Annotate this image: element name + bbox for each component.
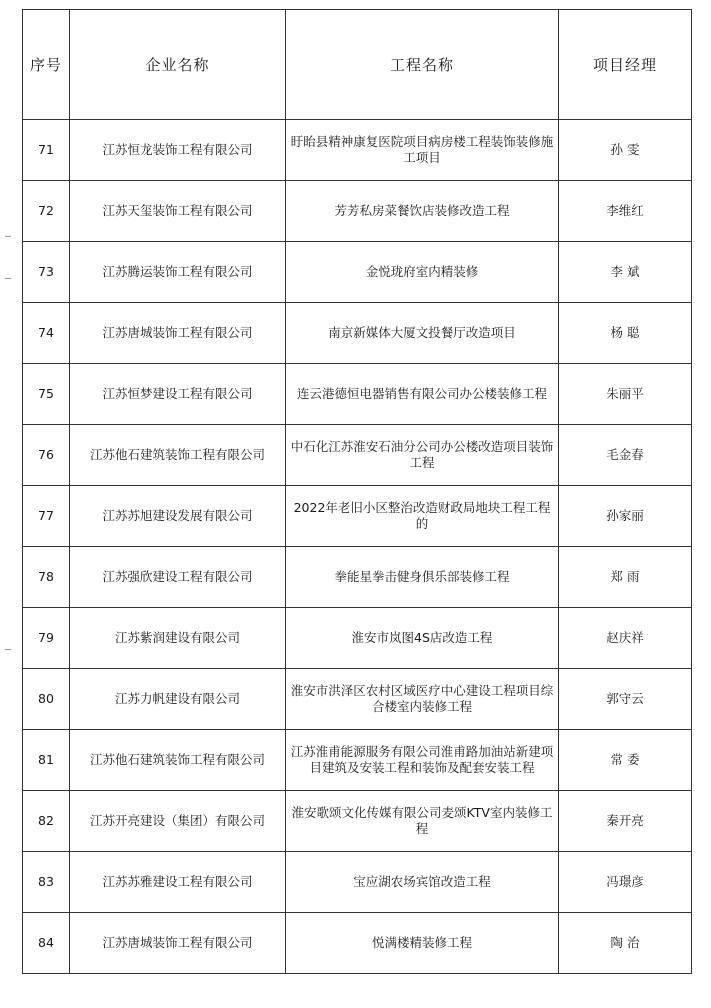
- header-project: 工程名称: [286, 10, 559, 120]
- cell-manager: 朱丽平: [559, 364, 692, 425]
- cell-no: 81: [23, 730, 70, 791]
- cell-no: 76: [23, 425, 70, 486]
- cell-project: 金悦珑府室内精装修: [286, 242, 559, 303]
- project-table: [22, 9, 692, 974]
- table-row: [23, 913, 692, 974]
- cell-company: 江苏苏雅建设工程有限公司: [70, 852, 286, 913]
- table-row: [23, 181, 692, 242]
- cell-manager: 毛金春: [559, 425, 692, 486]
- scan-mark: [5, 278, 11, 279]
- cell-manager: 郑 雨: [559, 547, 692, 608]
- cell-no: 75: [23, 364, 70, 425]
- cell-project: 中石化江苏淮安石油分公司办公楼改造项目装饰工程: [286, 425, 559, 486]
- cell-company: 江苏唐城装饰工程有限公司: [70, 913, 286, 974]
- table-row: [23, 364, 692, 425]
- header-no: 序号: [23, 10, 70, 120]
- cell-manager: 秦开亮: [559, 791, 692, 852]
- table-row: [23, 120, 692, 181]
- cell-company: 江苏强欣建设工程有限公司: [70, 547, 286, 608]
- cell-manager: 李 斌: [559, 242, 692, 303]
- cell-project: 悦满楼精装修工程: [286, 913, 559, 974]
- table-row: [23, 791, 692, 852]
- cell-company: 江苏他石建筑装饰工程有限公司: [70, 730, 286, 791]
- cell-manager: 孙家丽: [559, 486, 692, 547]
- cell-manager: 陶 治: [559, 913, 692, 974]
- cell-manager: 常 委: [559, 730, 692, 791]
- cell-project: 拳能星拳击健身俱乐部装修工程: [286, 547, 559, 608]
- table-row: [23, 608, 692, 669]
- table-row: [23, 242, 692, 303]
- scan-mark: [5, 649, 11, 650]
- cell-manager: 冯璟彦: [559, 852, 692, 913]
- cell-company: 江苏唐城装饰工程有限公司: [70, 303, 286, 364]
- cell-no: 84: [23, 913, 70, 974]
- header-manager: 项目经理: [559, 10, 692, 120]
- cell-project: 盱眙县精神康复医院项目病房楼工程装饰装修施工项目: [286, 120, 559, 181]
- cell-project: 淮安市洪泽区农村区域医疗中心建设工程项目综合楼室内装修工程: [286, 669, 559, 730]
- table-row: [23, 425, 692, 486]
- cell-no: 82: [23, 791, 70, 852]
- table-row: [23, 730, 692, 791]
- cell-project: 芳芳私房菜餐饮店装修改造工程: [286, 181, 559, 242]
- cell-manager: 杨 聪: [559, 303, 692, 364]
- cell-no: 72: [23, 181, 70, 242]
- cell-company: 江苏恒梦建设工程有限公司: [70, 364, 286, 425]
- table-row: [23, 547, 692, 608]
- cell-no: 71: [23, 120, 70, 181]
- cell-no: 74: [23, 303, 70, 364]
- cell-project: 南京新媒体大厦文投餐厅改造项目: [286, 303, 559, 364]
- cell-project: 江苏淮甫能源服务有限公司淮甫路加油站新建项目建筑及安装工程和装饰及配套安装工程: [286, 730, 559, 791]
- cell-company: 江苏力帆建设有限公司: [70, 669, 286, 730]
- header-company: 企业名称: [70, 10, 286, 120]
- table-row: [23, 486, 692, 547]
- scan-mark: [5, 236, 11, 237]
- cell-no: 83: [23, 852, 70, 913]
- cell-company: 江苏他石建筑装饰工程有限公司: [70, 425, 286, 486]
- cell-manager: 郭守云: [559, 669, 692, 730]
- cell-company: 江苏紫润建设有限公司: [70, 608, 286, 669]
- cell-no: 80: [23, 669, 70, 730]
- table-row: [23, 303, 692, 364]
- cell-no: 78: [23, 547, 70, 608]
- cell-company: 江苏腾运装饰工程有限公司: [70, 242, 286, 303]
- cell-project: 2022年老旧小区整治改造财政局地块工程工程的: [286, 486, 559, 547]
- cell-no: 73: [23, 242, 70, 303]
- cell-company: 江苏天玺装饰工程有限公司: [70, 181, 286, 242]
- cell-company: 江苏恒龙装饰工程有限公司: [70, 120, 286, 181]
- cell-company: 江苏开亮建设（集团）有限公司: [70, 791, 286, 852]
- cell-project: 连云港德恒电器销售有限公司办公楼装修工程: [286, 364, 559, 425]
- cell-manager: 孙 雯: [559, 120, 692, 181]
- cell-project: 宝应湖农场宾馆改造工程: [286, 852, 559, 913]
- table-row: [23, 669, 692, 730]
- cell-manager: 赵庆祥: [559, 608, 692, 669]
- cell-project: 淮安市岚图4S店改造工程: [286, 608, 559, 669]
- table-header-row: [23, 10, 692, 120]
- cell-no: 79: [23, 608, 70, 669]
- cell-no: 77: [23, 486, 70, 547]
- cell-company: 江苏苏旭建设发展有限公司: [70, 486, 286, 547]
- cell-manager: 李维红: [559, 181, 692, 242]
- table-row: [23, 852, 692, 913]
- cell-project: 淮安歌颂文化传媒有限公司麦颂KTV室内装修工程: [286, 791, 559, 852]
